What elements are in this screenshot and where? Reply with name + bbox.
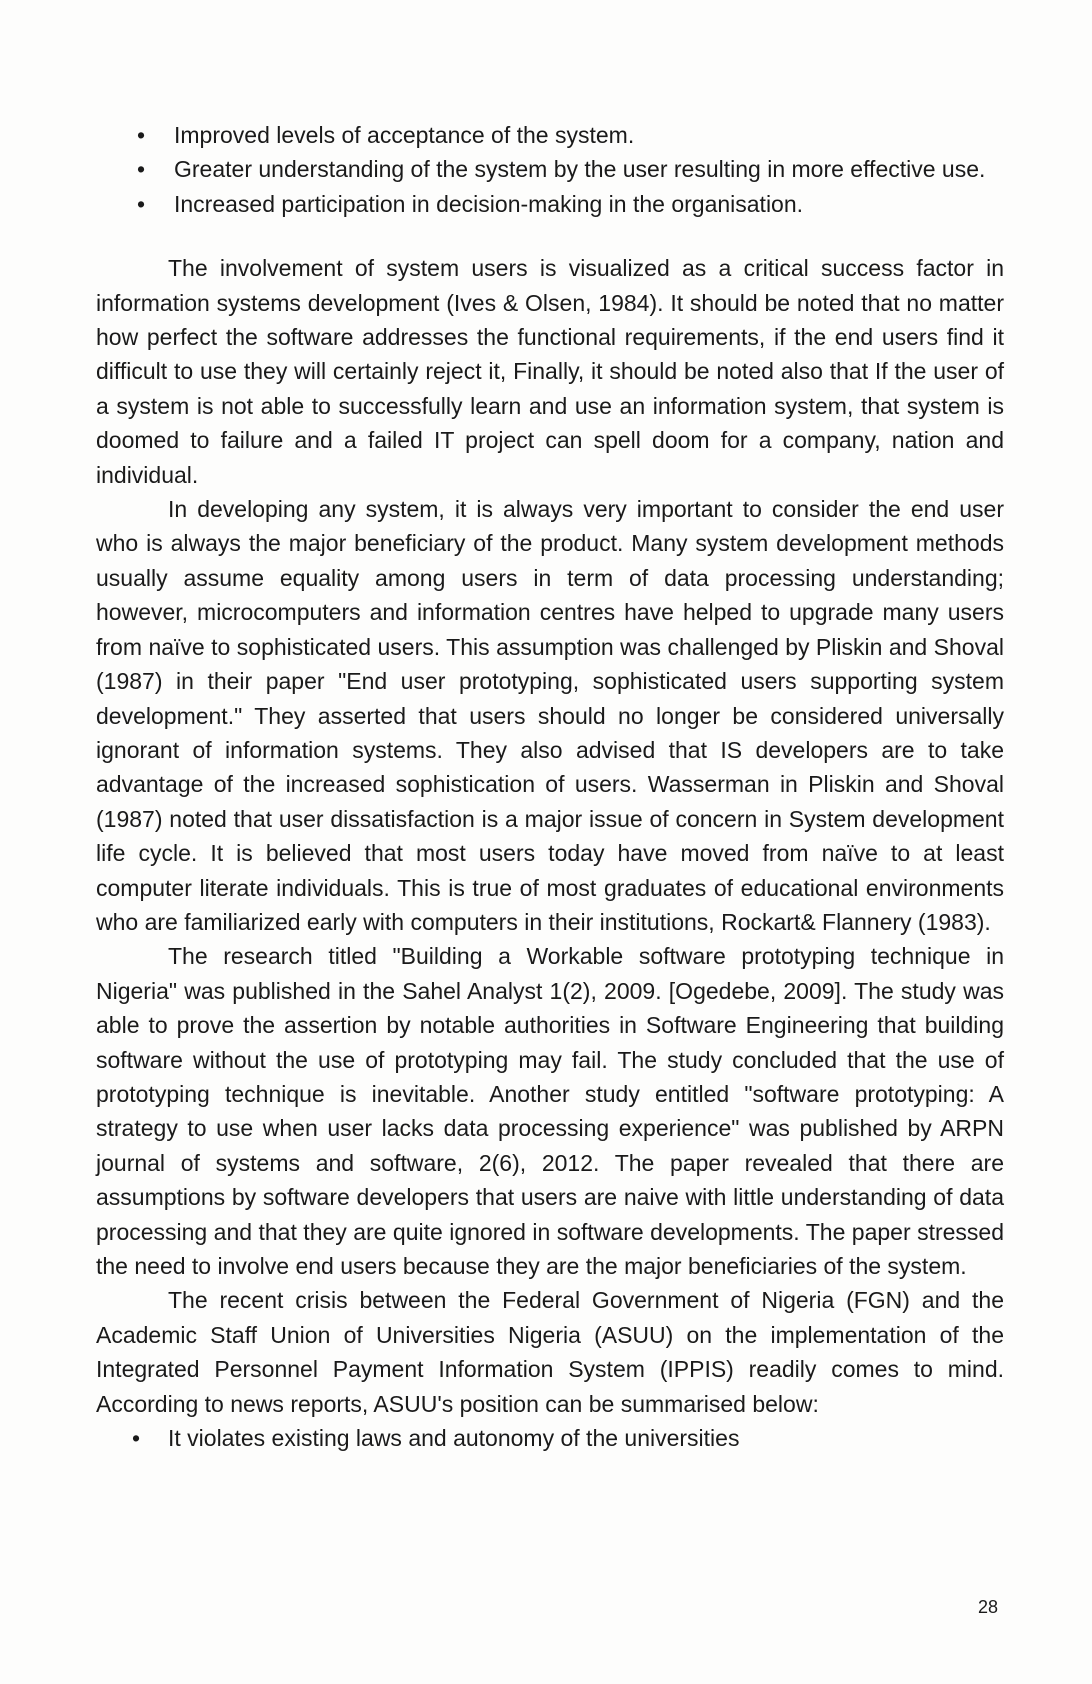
paragraph-research: The research titled "Building a Workable software prototyping technique in Nigeria" was published in the Sahel Analyst 1(2), 2009. [Ogedebe, 2009]. The study was able to prove the assertion by notable authorities in Software Engineering that building software without the use of prototyping may fail. The study concluded that the use of prototyping technique is inevitable. Another study entitled "software prototyping: A strategy to use when user lacks data processing experience" was published by ARPN journal of systems and software, 2(6), 2012. The paper revealed that there are assumptions by software developers that users are naive with little understanding of data processing and that they are quite ignored in software developments. The paper stressed the need to involve end users because they are the major beneficiaries of the system. (96, 943, 1004, 1279)
paragraph-end-user: In developing any system, it is always very important to consider the end user who is always the major beneficiary of the product. Many system development methods usually assume equality among users in term of data processing understanding; however, microcomputers and information centres have helped to upgrade many users from naïve to sophisticated users. This assumption was challenged by Pliskin and Shoval (1987) in their paper "End user prototyping, sophisticated users supporting system development." They asserted that users should no longer be considered universally ignorant of information systems. They also advised that IS developers are to take advantage of the increased sophistication of users. Wasserman in Pliskin and Shoval (1987) noted that user dissatisfaction is a major issue of concern in System development life cycle. It is believed that most users today have moved from naïve to at least computer literate individuals. This is true of most graduates of educational environments who are familiarized early with computers in their institutions, Rockart& Flannery (1983). (96, 496, 1004, 935)
bullet-item: • Increased participation in decision-making in the organisation. (96, 187, 1004, 221)
top-bullet-list (96, 118, 1004, 221)
bullet-item: • Improved levels of acceptance of the system. (96, 118, 1004, 152)
page-number: 28 (978, 1597, 999, 1617)
paragraph-user-involvement: The involvement of system users is visualized as a critical success factor in information systems development (Ives & Olsen, 1984). It should be noted that no matter how perfect the software addresses the functional requirements, if the end users find it difficult to use they will certainly reject it, Finally, it should be noted also that If the user of a system is not able to successfully learn and use an information system, that system is doomed to failure and a failed IT project can spell doom for a company, nation and individual. (96, 255, 1004, 488)
page-body (96, 118, 1004, 1455)
bullet-item: • Greater understanding of the system by the user resulting in more effective use. (96, 152, 1004, 186)
paragraph-ippis-crisis: The recent crisis between the Federal Government of Nigeria (FGN) and the Academic Staff Union of Universities Nigeria (ASUU) on the implementation of the Integrated Personnel Payment Information System (IPPIS) readily comes to mind. According to news reports, ASUU's position can be summarised below: (96, 1287, 1004, 1417)
bullet-item: • It violates existing laws and autonomy of the universities (96, 1421, 1004, 1455)
bottom-bullet-list (96, 1421, 1004, 1455)
